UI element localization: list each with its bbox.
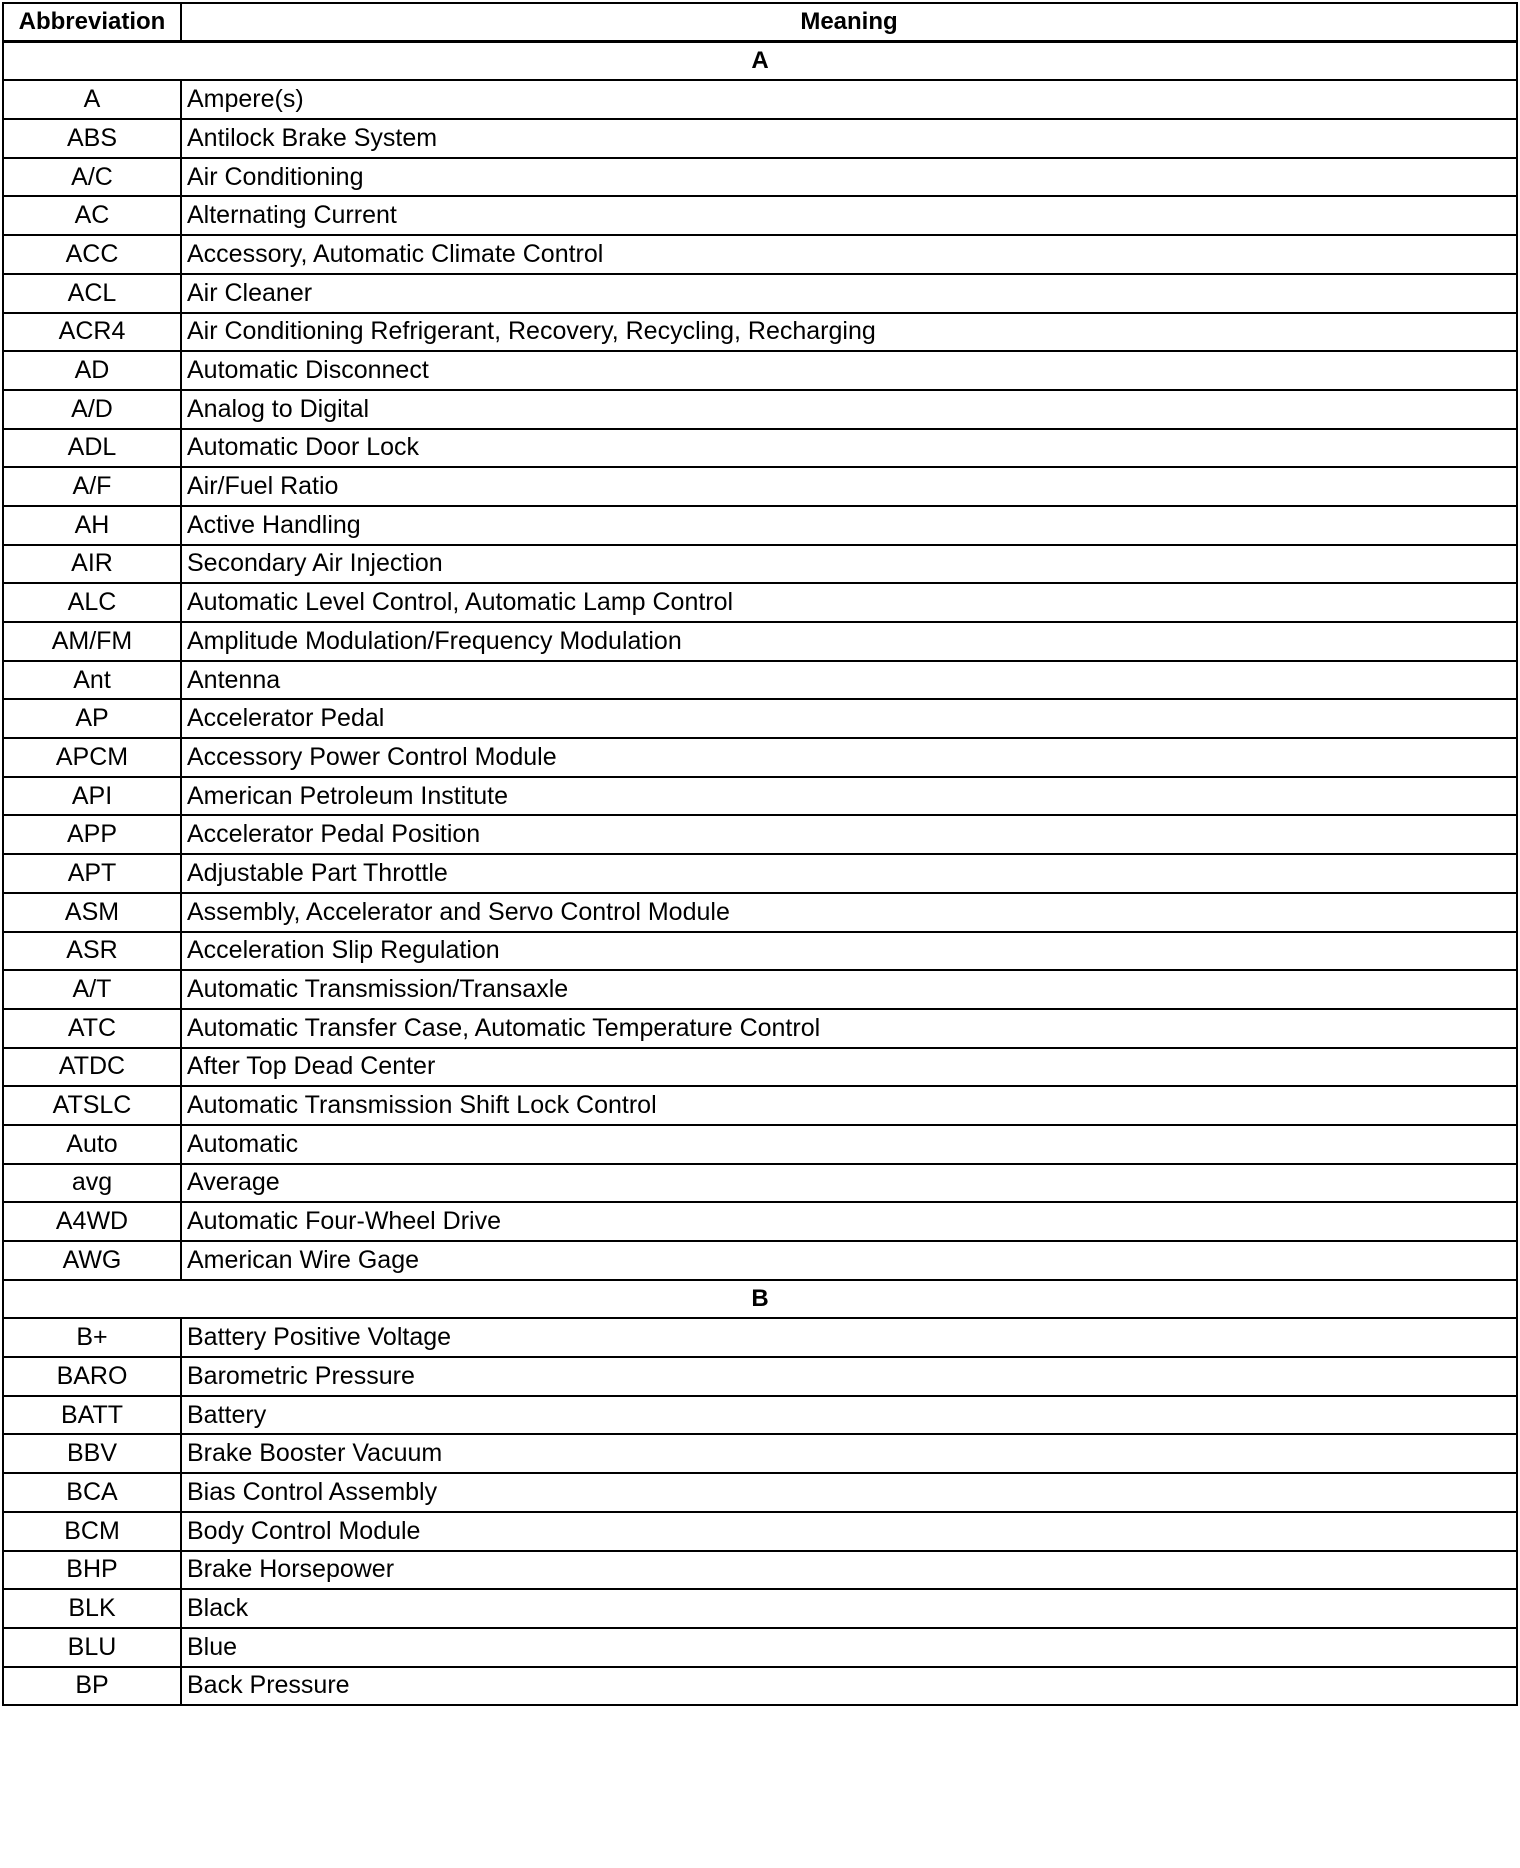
meaning-cell: Brake Horsepower — [181, 1551, 1517, 1590]
table-row — [3, 1551, 1517, 1590]
meaning-cell: Analog to Digital — [181, 390, 1517, 429]
abbreviations-table — [2, 2, 1518, 1706]
meaning-cell: Accessory Power Control Module — [181, 738, 1517, 777]
table-row — [3, 932, 1517, 971]
meaning-cell: Antilock Brake System — [181, 119, 1517, 158]
abbreviation-cell: AWG — [3, 1241, 181, 1280]
meaning-cell: Brake Booster Vacuum — [181, 1434, 1517, 1473]
abbreviation-cell: ASR — [3, 932, 181, 971]
meaning-cell: Secondary Air Injection — [181, 545, 1517, 584]
meaning-cell: Accessory, Automatic Climate Control — [181, 235, 1517, 274]
meaning-cell: Air/Fuel Ratio — [181, 467, 1517, 506]
table-row — [3, 970, 1517, 1009]
meaning-cell: After Top Dead Center — [181, 1048, 1517, 1087]
table-row — [3, 1628, 1517, 1667]
abbreviation-cell: API — [3, 777, 181, 816]
meaning-cell: Automatic Level Control, Automatic Lamp Control — [181, 583, 1517, 622]
table-row — [3, 158, 1517, 197]
abbreviation-cell: B+ — [3, 1318, 181, 1357]
table-row — [3, 661, 1517, 700]
abbreviation-cell: ACC — [3, 235, 181, 274]
table-row — [3, 777, 1517, 816]
meaning-cell: Battery — [181, 1396, 1517, 1435]
table-row — [3, 313, 1517, 352]
meaning-cell: Adjustable Part Throttle — [181, 854, 1517, 893]
table-row — [3, 1086, 1517, 1125]
meaning-cell: Automatic Transmission/Transaxle — [181, 970, 1517, 1009]
abbreviation-cell: AP — [3, 699, 181, 738]
table-row — [3, 1667, 1517, 1706]
table-row — [3, 699, 1517, 738]
abbreviation-cell: ATSLC — [3, 1086, 181, 1125]
table-row — [3, 429, 1517, 468]
abbreviation-cell: AIR — [3, 545, 181, 584]
table-row — [3, 1241, 1517, 1280]
abbreviation-column-header: Abbreviation — [3, 3, 181, 42]
meaning-cell: Automatic Transmission Shift Lock Control — [181, 1086, 1517, 1125]
table-header-row — [3, 3, 1517, 42]
meaning-cell: Acceleration Slip Regulation — [181, 932, 1517, 971]
abbreviation-cell: Ant — [3, 661, 181, 700]
table-row — [3, 583, 1517, 622]
table-row — [3, 1009, 1517, 1048]
table-row — [3, 622, 1517, 661]
meaning-cell: Air Cleaner — [181, 274, 1517, 313]
abbreviation-cell: A/D — [3, 390, 181, 429]
table-row — [3, 235, 1517, 274]
table-row — [3, 893, 1517, 932]
table-body — [3, 42, 1517, 1706]
abbreviation-cell: avg — [3, 1164, 181, 1203]
section-letter: B — [3, 1280, 1517, 1319]
abbreviation-cell: ATDC — [3, 1048, 181, 1087]
abbreviations-sheet — [2, 2, 1516, 1706]
abbreviation-cell: APT — [3, 854, 181, 893]
meaning-cell: Accelerator Pedal — [181, 699, 1517, 738]
table-row — [3, 815, 1517, 854]
abbreviation-cell: AH — [3, 506, 181, 545]
abbreviation-cell: ASM — [3, 893, 181, 932]
section-letter: A — [3, 42, 1517, 81]
table-row — [3, 1357, 1517, 1396]
abbreviation-cell: BLK — [3, 1589, 181, 1628]
abbreviation-cell: ABS — [3, 119, 181, 158]
table-row — [3, 1202, 1517, 1241]
table-row — [3, 196, 1517, 235]
meaning-cell: Assembly, Accelerator and Servo Control Module — [181, 893, 1517, 932]
abbreviation-cell: ALC — [3, 583, 181, 622]
table-row — [3, 738, 1517, 777]
abbreviation-cell: BHP — [3, 1551, 181, 1590]
table-row — [3, 1318, 1517, 1357]
abbreviation-cell: ADL — [3, 429, 181, 468]
abbreviation-cell: AM/FM — [3, 622, 181, 661]
abbreviation-cell: ACL — [3, 274, 181, 313]
meaning-cell: Air Conditioning Refrigerant, Recovery, Recycling, Recharging — [181, 313, 1517, 352]
meaning-cell: Black — [181, 1589, 1517, 1628]
abbreviation-cell: A/T — [3, 970, 181, 1009]
meaning-cell: Accelerator Pedal Position — [181, 815, 1517, 854]
abbreviation-cell: A — [3, 80, 181, 119]
table-row — [3, 274, 1517, 313]
meaning-cell: American Wire Gage — [181, 1241, 1517, 1280]
meaning-cell: Barometric Pressure — [181, 1357, 1517, 1396]
abbreviation-cell: Auto — [3, 1125, 181, 1164]
table-row — [3, 1048, 1517, 1087]
abbreviation-cell: BCM — [3, 1512, 181, 1551]
meaning-cell: Automatic Four-Wheel Drive — [181, 1202, 1517, 1241]
meaning-cell: Alternating Current — [181, 196, 1517, 235]
meaning-column-header: Meaning — [181, 3, 1517, 42]
meaning-cell: Air Conditioning — [181, 158, 1517, 197]
meaning-cell: Battery Positive Voltage — [181, 1318, 1517, 1357]
meaning-cell: Ampere(s) — [181, 80, 1517, 119]
meaning-cell: Average — [181, 1164, 1517, 1203]
abbreviation-cell: BCA — [3, 1473, 181, 1512]
table-row — [3, 1589, 1517, 1628]
abbreviation-cell: BLU — [3, 1628, 181, 1667]
meaning-cell: Body Control Module — [181, 1512, 1517, 1551]
table-row — [3, 80, 1517, 119]
section-header-row — [3, 1280, 1517, 1319]
table-row — [3, 1164, 1517, 1203]
table-row — [3, 1473, 1517, 1512]
table-row — [3, 545, 1517, 584]
meaning-cell: Antenna — [181, 661, 1517, 700]
meaning-cell: Blue — [181, 1628, 1517, 1667]
abbreviation-cell: APCM — [3, 738, 181, 777]
meaning-cell: Automatic Disconnect — [181, 351, 1517, 390]
table-row — [3, 1125, 1517, 1164]
meaning-cell: Automatic Door Lock — [181, 429, 1517, 468]
abbreviation-cell: ATC — [3, 1009, 181, 1048]
abbreviation-cell: BARO — [3, 1357, 181, 1396]
table-row — [3, 1512, 1517, 1551]
meaning-cell: Automatic — [181, 1125, 1517, 1164]
table-row — [3, 390, 1517, 429]
abbreviation-cell: A/C — [3, 158, 181, 197]
abbreviation-cell: AC — [3, 196, 181, 235]
meaning-cell: American Petroleum Institute — [181, 777, 1517, 816]
abbreviation-cell: A/F — [3, 467, 181, 506]
abbreviation-cell: BP — [3, 1667, 181, 1706]
abbreviation-cell: BBV — [3, 1434, 181, 1473]
meaning-cell: Automatic Transfer Case, Automatic Temperature Control — [181, 1009, 1517, 1048]
table-row — [3, 1434, 1517, 1473]
abbreviation-cell: ACR4 — [3, 313, 181, 352]
table-row — [3, 854, 1517, 893]
abbreviation-cell: BATT — [3, 1396, 181, 1435]
meaning-cell: Active Handling — [181, 506, 1517, 545]
table-row — [3, 351, 1517, 390]
meaning-cell: Bias Control Assembly — [181, 1473, 1517, 1512]
abbreviation-cell: APP — [3, 815, 181, 854]
abbreviation-cell: AD — [3, 351, 181, 390]
table-row — [3, 119, 1517, 158]
table-row — [3, 467, 1517, 506]
abbreviation-cell: A4WD — [3, 1202, 181, 1241]
meaning-cell: Back Pressure — [181, 1667, 1517, 1706]
table-row — [3, 506, 1517, 545]
meaning-cell: Amplitude Modulation/Frequency Modulation — [181, 622, 1517, 661]
section-header-row — [3, 42, 1517, 81]
table-row — [3, 1396, 1517, 1435]
